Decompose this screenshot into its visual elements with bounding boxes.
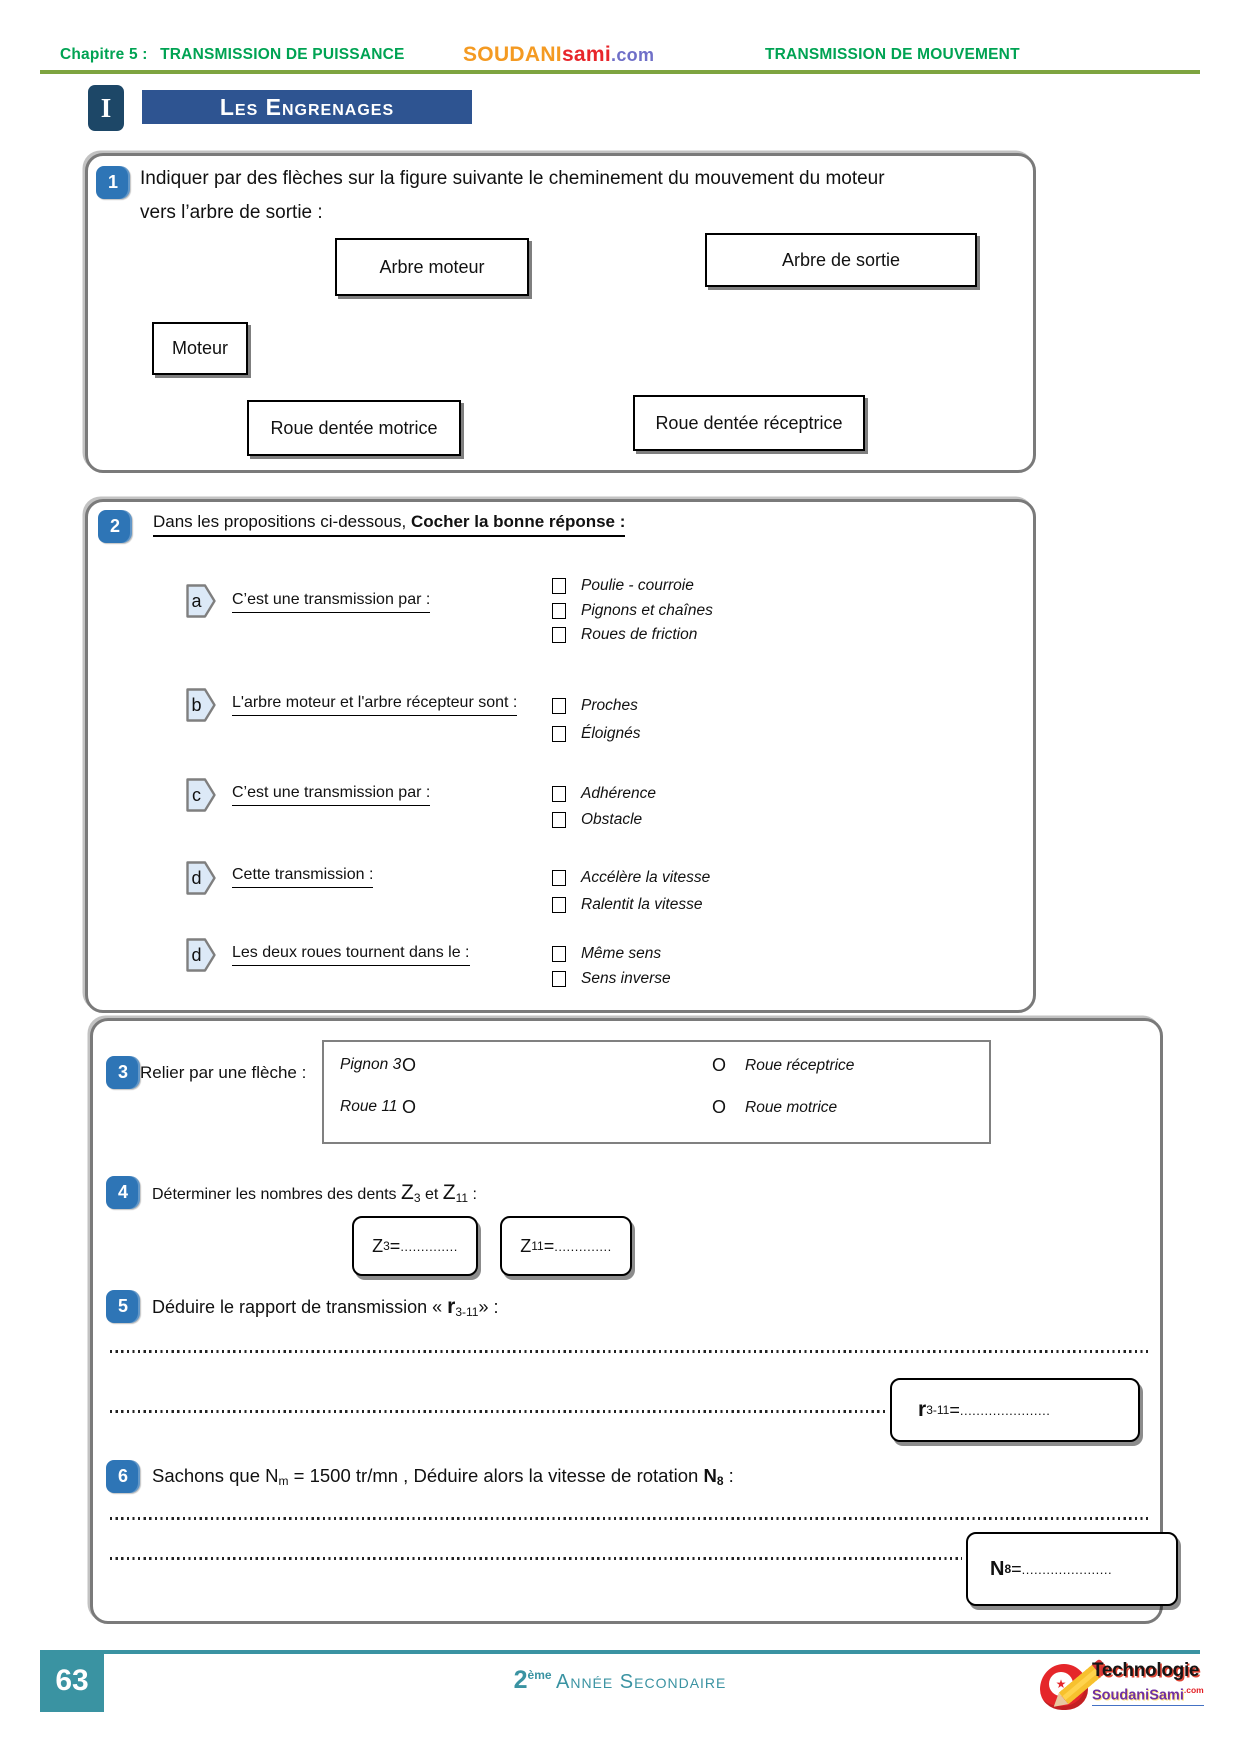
n-box-symbol: N <box>990 1557 1005 1580</box>
q6-text-part3: : <box>723 1465 734 1486</box>
q2-item-c-options <box>552 781 656 833</box>
brand-part-sami: sami <box>561 43 612 66</box>
q5-number-badge: 5 <box>106 1290 140 1323</box>
item-letter: c <box>192 784 201 805</box>
checkbox-icon[interactable] <box>552 870 566 886</box>
checkbox-icon[interactable] <box>552 726 566 742</box>
brand-part-com: .com <box>611 45 655 65</box>
logo-site-tld: .com <box>1183 1685 1204 1695</box>
q3-text: Relier par une flèche : <box>140 1063 307 1082</box>
n8-subscript: 8 <box>716 1474 724 1488</box>
checkbox-icon[interactable] <box>552 946 566 962</box>
header-divider-line <box>40 70 1200 74</box>
answer-dots: .............. <box>400 1238 458 1254</box>
q4-number-badge: 4 <box>106 1176 140 1209</box>
option-row <box>552 966 671 991</box>
label-box-arbre-de-sortie: Arbre de sortie <box>705 233 977 287</box>
brand-part-soudani: SOUDANI <box>463 43 562 66</box>
q6-text <box>152 1465 734 1488</box>
section-title: Les Engrenages <box>219 93 395 120</box>
q3-right-label: Roue motrice <box>745 1099 838 1116</box>
option-row <box>552 781 656 807</box>
q2-item-d-letter-badge <box>186 861 216 895</box>
q6-text-part2: = 1500 tr/mn , Déduire alors la vitesse de rotation <box>288 1465 704 1486</box>
item-letter: b <box>191 694 202 715</box>
n8-symbol: N <box>703 1465 717 1486</box>
z11-box-subscript: 11 <box>531 1239 544 1253</box>
option-row <box>552 864 710 891</box>
item-letter: d <box>191 867 202 888</box>
logo-text <box>1092 1660 1220 1706</box>
checkbox-icon[interactable] <box>552 627 566 643</box>
option-label: Sens inverse <box>581 970 671 987</box>
q5-text-before: Déduire le rapport de transmission « <box>152 1297 448 1317</box>
q4-text-middle: et <box>420 1186 443 1203</box>
checkbox-icon[interactable] <box>552 603 566 619</box>
nm-subscript: m <box>278 1474 289 1488</box>
option-label: Même sens <box>581 945 662 962</box>
q4-text <box>152 1181 477 1205</box>
equals-sign: = <box>949 1399 960 1420</box>
chapter-title: TRANSMISSION DE PUISSANCE <box>160 46 405 63</box>
header-chapter <box>60 46 405 64</box>
label-box-arbre-moteur: Arbre moteur <box>335 238 529 296</box>
option-label: Adhérence <box>581 785 656 802</box>
z11-symbol: Z <box>442 1181 456 1204</box>
option-row <box>552 807 656 833</box>
logo-site-name <box>1092 1685 1204 1706</box>
q3-left-node[interactable]: O <box>402 1097 417 1117</box>
q2-item-a-letter-badge <box>186 584 216 618</box>
r-box-symbol: r <box>918 1398 927 1421</box>
q3-connect-box <box>322 1040 991 1144</box>
label-box-roue-dentee-motrice: Roue dentée motrice <box>247 400 461 456</box>
q4-text-before: Déterminer les nombres des dents <box>152 1186 401 1203</box>
z11-box-symbol: Z <box>520 1235 532 1256</box>
option-row <box>552 891 710 918</box>
option-label: Accélère la vitesse <box>581 869 711 886</box>
checkbox-icon[interactable] <box>552 971 566 987</box>
option-row <box>552 692 640 720</box>
q2-item-a-prompt: C’est une transmission par : <box>232 591 430 613</box>
q3-right-node[interactable]: O <box>712 1097 727 1117</box>
q2-item-b-letter-badge <box>186 688 216 722</box>
q4-text-after: : <box>468 1186 477 1203</box>
option-row <box>552 574 713 599</box>
equals-sign: = <box>543 1235 555 1256</box>
r-symbol: r <box>447 1295 456 1318</box>
n8-answer-box[interactable] <box>966 1532 1178 1606</box>
label-box-moteur: Moteur <box>152 322 248 375</box>
r3-11-answer-box[interactable] <box>890 1378 1140 1442</box>
q2-item-b-options <box>552 692 640 748</box>
section-title-bar <box>142 90 472 124</box>
site-logo <box>1040 1654 1220 1732</box>
q1-number-badge: 1 <box>96 166 130 199</box>
item-letter: a <box>191 590 202 611</box>
q6-number-badge: 6 <box>106 1460 140 1493</box>
equals-sign: = <box>389 1235 401 1256</box>
q5-text-after: » : <box>478 1297 499 1317</box>
checkbox-icon[interactable] <box>552 812 566 828</box>
header-brand <box>463 43 654 67</box>
option-label: Éloignés <box>581 725 641 742</box>
z11-answer-box[interactable] <box>500 1216 632 1276</box>
grade-text: Année Secondaire <box>556 1671 727 1693</box>
option-label: Roues de friction <box>581 626 698 643</box>
header-right-title: TRANSMISSION DE MOUVEMENT <box>765 46 1020 63</box>
q3-left-label: Pignon 3 <box>340 1056 402 1073</box>
q2-number-badge: 2 <box>98 510 132 543</box>
section-index-badge: I <box>88 85 124 131</box>
q3-left-node[interactable]: O <box>402 1055 417 1075</box>
equals-sign: = <box>1011 1558 1022 1579</box>
answer-line[interactable] <box>110 1410 888 1413</box>
q2-item-c-letter-badge <box>186 778 216 812</box>
q3-left-label: Roue 11 <box>340 1098 398 1115</box>
grade-number: 2 <box>513 1666 528 1694</box>
grade-sup: ème <box>527 1668 552 1682</box>
chapter-label: Chapitre 5 : <box>60 46 148 63</box>
item-letter: d <box>191 944 202 965</box>
answer-dots: .............. <box>554 1238 612 1254</box>
q2-item-b-prompt: L'arbre moteur et l'arbre récepteur sont : <box>232 694 517 716</box>
option-row <box>552 941 671 966</box>
q5-text <box>152 1295 499 1319</box>
q2-heading-regular: Dans les propositions ci-dessous, <box>153 512 411 531</box>
answer-line[interactable] <box>110 1557 962 1560</box>
checkbox-icon[interactable] <box>552 578 566 594</box>
q2-item-a-options <box>552 574 713 648</box>
checkbox-icon[interactable] <box>552 786 566 802</box>
q3-number-badge: 3 <box>106 1056 140 1089</box>
checkbox-icon[interactable] <box>552 698 566 714</box>
answer-line[interactable] <box>110 1517 1148 1520</box>
label-box-roue-dentee-receptrice: Roue dentée réceptrice <box>633 395 865 451</box>
q2-item-e-letter-badge <box>186 938 216 972</box>
q2-item-d-options <box>552 864 710 918</box>
footer-divider-line <box>40 1650 1200 1654</box>
logo-site-text: SoudaniSami <box>1092 1687 1184 1704</box>
answer-dots: ...................... <box>1021 1561 1113 1577</box>
q2-item-e-prompt: Les deux roues tournent dans le : <box>232 944 470 966</box>
option-label: Obstacle <box>581 811 643 828</box>
q2-item-c-prompt: C’est une transmission par : <box>232 784 430 806</box>
tunisia-flag-icon: ★ <box>1049 1672 1073 1696</box>
option-label: Proches <box>581 697 638 714</box>
answer-line[interactable] <box>110 1350 1148 1353</box>
page-number: 63 <box>40 1650 104 1712</box>
option-row <box>552 623 713 648</box>
r-box-subscript: 3-11 <box>926 1403 950 1417</box>
z3-box-symbol: Z <box>372 1235 384 1256</box>
q3-right-node[interactable]: O <box>712 1055 727 1075</box>
option-label: Poulie - courroie <box>581 577 694 594</box>
answer-dots: ...................... <box>959 1402 1051 1418</box>
q2-item-e-options <box>552 941 671 991</box>
q1-text: Indiquer par des flèches sur la figure suivante le cheminement du mouvement du moteur vers l’arbre de sortie : <box>140 168 885 223</box>
q2-heading <box>153 512 625 537</box>
z11-subscript: 11 <box>455 1191 469 1205</box>
option-label: Ralentit la vitesse <box>581 896 703 913</box>
z3-box-subscript: 3 <box>383 1239 390 1253</box>
z3-symbol: Z <box>401 1181 414 1204</box>
option-row <box>552 599 713 624</box>
option-row <box>552 720 640 748</box>
q2-item-d-prompt: Cette transmission : <box>232 866 373 888</box>
r-subscript: 3-11 <box>455 1305 479 1319</box>
logo-title: Technologie <box>1092 1660 1200 1681</box>
n-box-subscript: 8 <box>1004 1562 1012 1576</box>
q2-heading-bold: Cocher la bonne réponse : <box>410 512 626 531</box>
q6-text-part1: Sachons que N <box>152 1465 279 1486</box>
q3-right-label: Roue réceptrice <box>745 1057 855 1074</box>
z3-subscript: 3 <box>413 1191 421 1205</box>
z3-answer-box[interactable] <box>352 1216 478 1276</box>
option-label: Pignons et chaînes <box>581 601 713 619</box>
checkbox-icon[interactable] <box>552 897 566 913</box>
